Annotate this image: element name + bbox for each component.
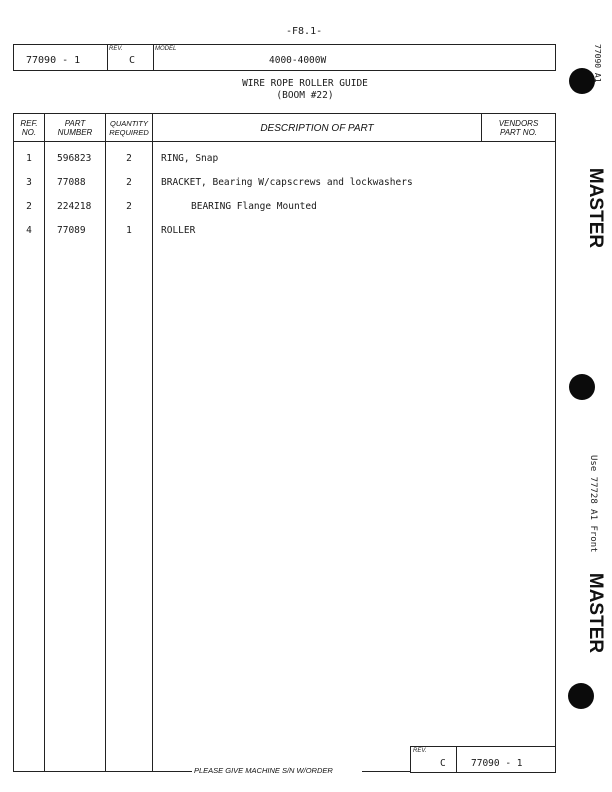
- rev-label: REV.: [109, 46, 123, 52]
- quantity: 1: [126, 225, 132, 236]
- part-description: ROLLER: [161, 225, 196, 236]
- binder-hole-bottom: [568, 683, 594, 709]
- part-description: BRACKET, Bearing W/capscrews and lockwashers: [161, 177, 413, 188]
- footer-document-number: 77090 - 1: [471, 758, 523, 769]
- page-reference: -F8.1-: [286, 26, 323, 37]
- model-value: 4000-4000W: [269, 55, 327, 66]
- part-description: RING, Snap: [161, 153, 219, 164]
- header-box: [13, 44, 556, 71]
- footer-rev-label: REV.: [413, 748, 427, 754]
- master-stamp-bottom: MASTER: [585, 572, 607, 654]
- ref-number: 1: [26, 153, 32, 164]
- col-header-ref: REF. NO.: [20, 119, 38, 137]
- parts-table: [13, 113, 556, 772]
- margin-document-number: 77090 A1: [593, 44, 602, 83]
- ref-number: 3: [26, 177, 32, 188]
- document-number: 77090 - 1: [26, 55, 81, 66]
- col-header-part-number: PART NUMBER: [57, 119, 93, 137]
- col-header-quantity: QUANTITY REQUIRED: [109, 119, 149, 137]
- quantity: 2: [126, 177, 132, 188]
- col-header-description: DESCRIPTION OF PART: [260, 123, 374, 134]
- quantity: 2: [126, 201, 132, 212]
- document-title: [150, 78, 460, 102]
- part-description: BEARING Flange Mounted: [191, 201, 317, 212]
- part-number: 224218: [57, 201, 92, 212]
- ref-number: 2: [26, 201, 32, 212]
- title-line-1: WIRE ROPE ROLLER GUIDE: [242, 78, 368, 89]
- margin-usage-note: Use 77728 A1 Front: [588, 455, 598, 553]
- quantity: 2: [126, 153, 132, 164]
- binder-hole-top: [569, 68, 595, 94]
- part-number: 77089: [57, 225, 86, 236]
- footer-box: [410, 746, 556, 773]
- binder-hole-middle: [569, 374, 595, 400]
- part-number: 596823: [57, 153, 92, 164]
- rev-value: C: [129, 55, 136, 66]
- part-number: 77088: [57, 177, 86, 188]
- model-label: MODEL: [155, 46, 177, 52]
- master-stamp-top: MASTER: [585, 167, 607, 249]
- col-header-vendors: VENDORS PART NO.: [498, 119, 539, 137]
- order-note: PLEASE GIVE MACHINE S/N W/ORDER: [194, 766, 333, 775]
- title-line-2: (BOOM #22): [276, 90, 334, 101]
- ref-number: 4: [26, 225, 32, 236]
- footer-rev-value: C: [440, 758, 446, 769]
